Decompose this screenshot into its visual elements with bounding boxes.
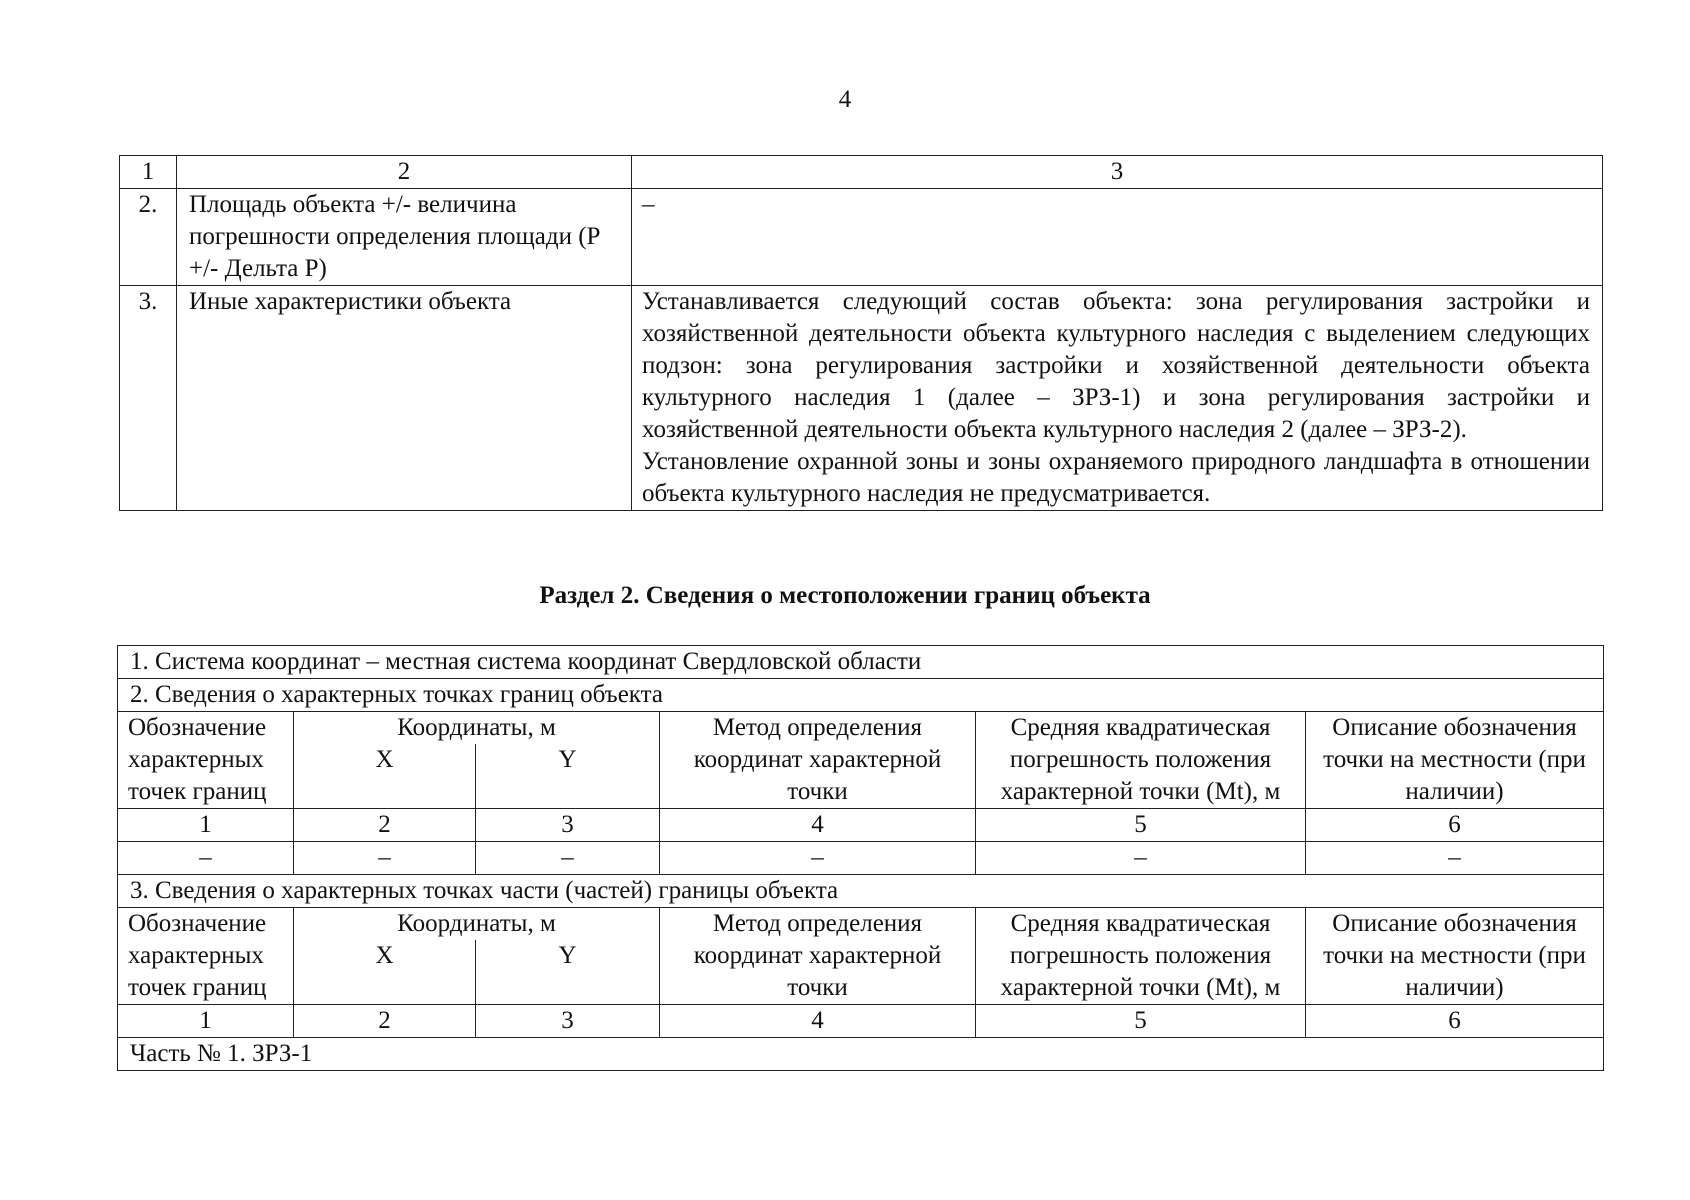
value-paragraph-2: Установление охранной зоны и зоны охраняемого природного ландшафта в отношении объекта культурного наследия не предусматривается. (642, 448, 1590, 507)
part-points-row: 3. Сведения о характерных точках части (частей) границы объекта (118, 875, 1604, 908)
description-header: Описание обозначения точки на местности (при наличии) (1306, 908, 1604, 1005)
column-numbers-row (118, 809, 1604, 842)
y-header: Y (476, 744, 660, 809)
column-number: 5 (976, 1005, 1306, 1038)
column-number: 1 (118, 1005, 294, 1038)
row-value: – (632, 189, 1603, 286)
object-characteristics-table (119, 155, 1603, 511)
header-cell-2: 2 (177, 156, 632, 189)
row-number: 2. (120, 189, 177, 286)
row-number: 3. (120, 286, 177, 511)
dash-cell: – (294, 842, 476, 875)
table-header-row (120, 156, 1603, 189)
column-number: 5 (976, 809, 1306, 842)
designation-header: Обозначение характерных точек границ (118, 908, 294, 1005)
header-cell-3: 3 (632, 156, 1603, 189)
x-header: X (294, 940, 476, 1005)
column-number: 6 (1306, 1005, 1604, 1038)
method-header: Метод определения координат характерной точки (660, 712, 976, 809)
description-header: Описание обозначения точки на местности (при наличии) (1306, 712, 1604, 809)
dash-cell: – (976, 842, 1306, 875)
column-number: 3 (476, 809, 660, 842)
table-row (120, 286, 1603, 511)
y-header: Y (476, 940, 660, 1005)
column-number: 6 (1306, 809, 1604, 842)
boundary-points-row: 2. Сведения о характерных точках границ объекта (118, 679, 1604, 712)
column-number: 2 (294, 1005, 476, 1038)
error-header: Средняя квадратическая погрешность положения характерной точки (Mt), м (976, 908, 1306, 1005)
column-number: 1 (118, 809, 294, 842)
dash-cell: – (1306, 842, 1604, 875)
header-cell-1: 1 (120, 156, 177, 189)
row-name: Иные характеристики объекта (177, 286, 632, 511)
dash-cell: – (660, 842, 976, 875)
table-row (120, 189, 1603, 286)
value-paragraph-1: Устанавливается следующий состав объекта: зона регулирования застройки и хозяйственной деятельности объекта культурного наследия с выделением следующих подзон: зона регулирования застройки и хозяйственной деятельности объекта культурного наследия 1 (далее – ЗРЗ-1) и зона регулирования застройки и хозяйственной деятельности объекта культурного наследия 2 (далее – ЗРЗ-2). (642, 288, 1590, 443)
part-1-row: Часть № 1. ЗРЗ-1 (118, 1038, 1604, 1071)
boundary-location-table (117, 645, 1604, 1071)
coordinate-system-row: 1. Система координат – местная система координат Свердловской области (118, 646, 1604, 679)
column-number: 3 (476, 1005, 660, 1038)
row-value (632, 286, 1603, 511)
coordinates-header: Координаты, м (294, 712, 660, 745)
empty-data-row (118, 842, 1604, 875)
dash-cell: – (118, 842, 294, 875)
dash-cell: – (476, 842, 660, 875)
column-number: 2 (294, 809, 476, 842)
page-number: 4 (838, 86, 852, 113)
method-header: Метод определения координат характерной точки (660, 908, 976, 1005)
row-name: Площадь объекта +/- величина погрешности определения площади (Р +/- Дельта Р) (177, 189, 632, 286)
column-numbers-row (118, 1005, 1604, 1038)
coordinates-header: Координаты, м (294, 908, 660, 941)
error-header: Средняя квадратическая погрешность положения характерной точки (Mt), м (976, 712, 1306, 809)
column-number: 4 (660, 809, 976, 842)
column-number: 4 (660, 1005, 976, 1038)
x-header: X (294, 744, 476, 809)
section-title: Раздел 2. Сведения о местоположении границ объекта (539, 582, 1151, 609)
designation-header: Обозначение характерных точек границ (118, 712, 294, 809)
